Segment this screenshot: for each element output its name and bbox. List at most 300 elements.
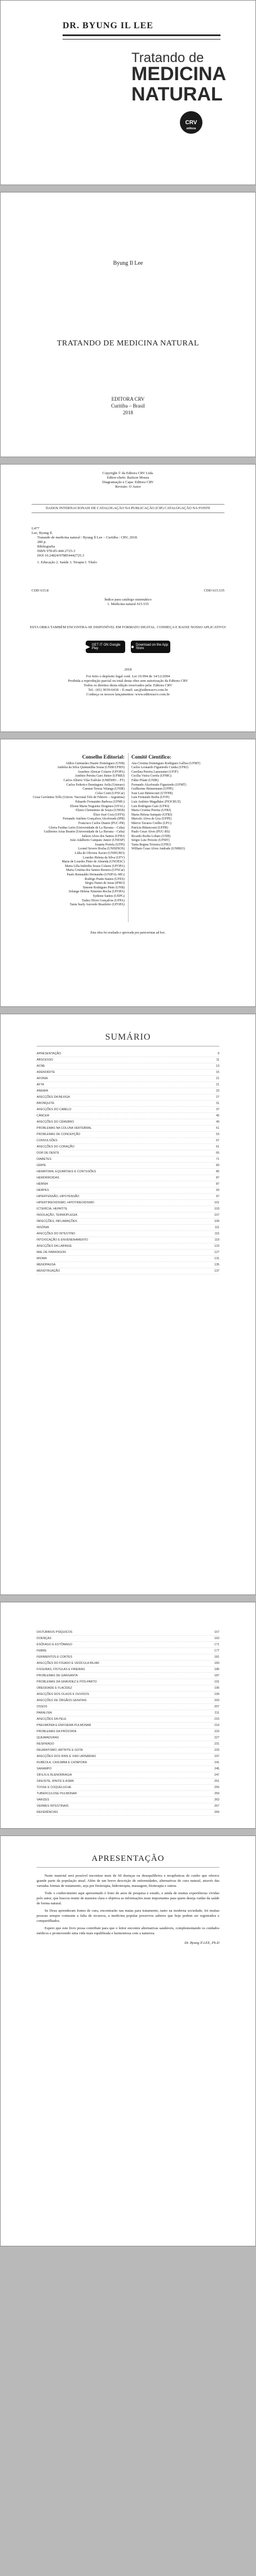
toc-entry[interactable] — [37, 1231, 219, 1237]
toc-entry[interactable] — [37, 1791, 219, 1797]
toc-entry-page: 171 — [214, 1643, 219, 1646]
toc-entry[interactable] — [37, 1206, 219, 1212]
toc-entry[interactable] — [37, 1225, 219, 1231]
toc-entry-title: SÍFILIS E BLENORRAGIA — [37, 1773, 72, 1777]
editorial-member: Sérgio Nunes de Jesus (IFRO) — [85, 882, 125, 886]
toc-entry[interactable] — [37, 1194, 219, 1200]
toc-entry[interactable] — [37, 1747, 219, 1754]
editorial-member: Francisco Carlos Duarte (PUC-PR) — [78, 821, 125, 825]
scientific-member: Paulo Cesar Alves (PUC-RS) — [131, 830, 170, 834]
toc-entry[interactable] — [37, 1673, 219, 1679]
toc-entry-title: DOENÇAS — [37, 1637, 52, 1640]
scientific-member: Maria Cristina Pereira (UFRJ) — [131, 809, 171, 813]
toc-entry-title: AFECÇÕES DO CORAÇÃO — [37, 1145, 74, 1149]
toc-entry-page: 199 — [214, 1693, 219, 1696]
summary-title: SUMÁRIO — [105, 1032, 151, 1042]
cip-line: L477 — [32, 527, 39, 531]
toc-entry[interactable] — [37, 1138, 219, 1144]
toc-entry[interactable] — [37, 1188, 219, 1194]
toc-entry-title: AFECÇÕES DO CÉREBRO — [37, 1120, 74, 1124]
toc-entry-page: 131 — [214, 1257, 219, 1260]
toc-entry-title: PNEUMONIA E ENFISEMA PULMONAR — [37, 1724, 91, 1727]
toc-entry[interactable] — [37, 1181, 219, 1188]
toc-entry-page: 163 — [214, 1637, 219, 1640]
editorial-member: Maria Cristina dos Santos Bezerra (UFSCar) — [66, 869, 125, 873]
toc-entry-title: AFECÇÕES DE ÓRGÃOS GENITAIS — [37, 1699, 87, 1702]
toc-entry[interactable] — [37, 1268, 219, 1274]
toc-entry-title: PROBLEMAS DA GRAVIDEZ E PÓS-PARTO — [37, 1680, 97, 1684]
toc-entry-title: HIPERTENSÃO, HIPOTENSÃO — [37, 1195, 80, 1198]
toc-entry-page: 103 — [214, 1207, 219, 1211]
editorial-member: Gloria Fariñas León (Universidade de La Havana – Cuba) — [48, 826, 125, 830]
scientific-member: Sérgio Luiz Peixoto (UFMT) — [131, 839, 170, 843]
toc-entry[interactable] — [37, 1766, 219, 1772]
toc-entry[interactable] — [37, 1629, 219, 1636]
toc-entry[interactable] — [37, 1704, 219, 1710]
toc-entry-title: AFECÇÕES DOS OLHOS E OUVIDOS — [37, 1693, 90, 1696]
toc-entry[interactable] — [37, 1144, 219, 1150]
toc-entry-title: HIPERTIREOIDISMO, HIPOTIREOIDISMO — [37, 1201, 95, 1204]
legal-line: Todos os direitos desta edição reservados pela: Editora CRV — [83, 684, 173, 687]
copyright-header — [1, 471, 255, 489]
editorial-member: Tadeu Oliver Gonçalves (UFPA) — [82, 899, 125, 903]
editorial-member: Antônio Pereira Gaio Júnior (UFRRJ) — [74, 774, 125, 778]
editorial-member: João Adalberto Campato Junior (UNESP) — [70, 839, 125, 843]
toc-entry[interactable] — [37, 1175, 219, 1181]
presentation-page — [0, 1835, 256, 2246]
toc-entry-page: 185 — [214, 1668, 219, 1671]
scientific-member: Ricardo Borba Lobato (UNB) — [131, 834, 171, 838]
apple-icon: ● — [131, 643, 135, 650]
toc-entry-title: RESFRIADO — [37, 1742, 54, 1746]
toc-entry-page: 135 — [214, 1263, 219, 1267]
toc-entry-page: 177 — [214, 1649, 219, 1653]
toc-entry-title: PROBLEMAS DE CONCEPÇÃO — [37, 1133, 81, 1136]
toc-entry-title: HEMORROIDAS — [37, 1176, 60, 1180]
toc-entry-title: AFECÇÕES DA PELE — [37, 1718, 67, 1721]
toc-entry[interactable] — [37, 1150, 219, 1156]
toc-entry[interactable] — [37, 1250, 219, 1256]
toc-entry-title: HÉRNIA — [37, 1182, 48, 1186]
crv-logo-icon — [180, 111, 202, 134]
toc-entry[interactable] — [37, 1760, 219, 1766]
toc-entry[interactable] — [37, 1778, 219, 1785]
scientific-member: Fernando Alcoforado Figueiredo (UFMT) — [131, 783, 187, 787]
toc-entry[interactable] — [37, 1200, 219, 1206]
toc-entry-title: HERPES — [37, 1189, 49, 1192]
toc-entry-page: 53 — [216, 1133, 219, 1136]
scientific-member: Ana Cristina Domingues Rodrigues Gallisa (UFMT) — [131, 761, 201, 765]
toc-entry-title: GRIPE — [37, 1164, 46, 1167]
toc-entry-title: ADENOIDITE — [37, 1071, 55, 1074]
title-page — [0, 192, 256, 457]
legal-line: Conheça os nossos lançamentos: www.editoracrv.com.br — [86, 693, 170, 696]
toc-entry[interactable] — [37, 1094, 219, 1101]
toc-entry-page: 83 — [216, 1164, 219, 1167]
toc-list — [37, 1051, 219, 1274]
toc-entry-page: 101 — [214, 1201, 219, 1204]
scientific-member: Maria Helena Sampaio (UFRJ) — [131, 813, 173, 817]
toc-entry-page: 223 — [214, 1730, 219, 1733]
cip-line: DOI 10.24824/978854442725.3 — [37, 554, 85, 558]
editorial-council-title: Conselho Editorial: — [82, 754, 125, 760]
toc-entry[interactable] — [37, 1256, 219, 1262]
toc-entry[interactable] — [37, 1262, 219, 1268]
toc-entry-title: QUEIMADURAS — [37, 1736, 59, 1740]
toc-entry-title: INFECÇÕES, INFLAMAÇÕES — [37, 1220, 77, 1223]
toc-entry[interactable] — [37, 1125, 219, 1132]
scientific-member: Luis Fernando Borba (UFJF) — [131, 796, 170, 800]
toc-entry-title: OSSOS — [37, 1705, 47, 1708]
toc-entry[interactable] — [37, 1119, 219, 1125]
cip-line: 280 p. — [37, 540, 47, 544]
legal-line: Foi feito o depósito legal conf. Lei 10.994 de 14/12/2004 — [86, 674, 170, 678]
scientific-member: Carolina Pereira Lamounier (UFJF) — [131, 770, 178, 774]
council-page — [0, 739, 256, 1007]
editorial-member: Lídia de Oliveira Xavier (UNIEURO) — [74, 852, 125, 856]
toc-entry-title: DISTÚRBIOS PSÍQUICOS — [37, 1631, 73, 1634]
toc-entry-title: ESÔFAGO E ESTÔMAGO — [37, 1643, 72, 1646]
toc-entry-title: AFECÇÕES DO INTESTINO — [37, 1232, 76, 1236]
toc-entry-page: 219 — [214, 1724, 219, 1727]
presentation-rule — [37, 1867, 219, 1868]
editorial-member: Josania Portela (UFPI) — [95, 843, 125, 847]
toc-entry-page: 181 — [214, 1655, 219, 1659]
title-page-author: Byung Il Lee — [113, 260, 143, 266]
editorial-member: Sydione Santos (UEPG) — [92, 895, 125, 898]
toc-entry[interactable] — [37, 1741, 219, 1747]
toc-entry-page: 183 — [214, 1662, 219, 1665]
toc-entry-page: 267 — [214, 1804, 219, 1808]
toc-list-2 — [37, 1629, 219, 1816]
legal-block — [34, 674, 222, 697]
google-play-label: GET IT ON Google Play — [91, 643, 121, 650]
toc-entry-title: PARALISIA — [37, 1711, 52, 1715]
toc-entry-page: 119 — [214, 1238, 219, 1242]
toc-entry-page: 45 — [216, 1114, 219, 1118]
toc-entry-page: 195 — [214, 1686, 219, 1690]
presentation-title: APRESENTAÇÃO — [91, 1854, 165, 1863]
editorial-member: Maria de Lourdes Pinto de Almeida (UNOESC) — [61, 860, 125, 864]
toc-entry-page: 137 — [214, 1269, 219, 1273]
summary-page-2 — [0, 1602, 256, 1829]
council-footnote: Esta obra foi avaliada e aprovada por pareceristas ad hoc. — [90, 931, 166, 935]
toc-entry[interactable] — [37, 1772, 219, 1778]
title-page-city: Curitiba – Brasil — [111, 403, 145, 409]
editorial-member: Rodrigo Pratte-Santos (UFES) — [85, 877, 125, 881]
toc-entry[interactable] — [37, 1723, 219, 1729]
toc-entry[interactable] — [37, 1716, 219, 1723]
scientific-member: Cecília Vieira Corrêa (UFMG) — [131, 774, 172, 778]
toc-entry-page: 37 — [216, 1108, 219, 1111]
toc-entry-title: AFECÇÕES DA BEXIGA — [37, 1096, 70, 1099]
toc-entry-page: 21 — [216, 1083, 219, 1087]
toc-entry[interactable] — [37, 1803, 219, 1810]
copyright-year: 2018 — [124, 668, 132, 672]
toc-entry[interactable] — [37, 1810, 219, 1816]
scientific-member: Fábio Pilatti (UNIR) — [131, 778, 158, 782]
toc-entry[interactable] — [37, 1156, 219, 1163]
toc-entry[interactable] — [37, 1163, 219, 1169]
toc-entry-title: BRONQUITE — [37, 1102, 55, 1105]
toc-entry-title: ANEMIA — [37, 1089, 48, 1093]
toc-entry[interactable] — [37, 1648, 219, 1654]
toc-entry-page: 207 — [214, 1705, 219, 1708]
editorial-member: Tania Suely Azevedo Brasileiro (UFOPA) — [69, 903, 125, 907]
cover-title-line1: Tratando de — [131, 50, 204, 65]
scientific-committee-title: Comitê Científico: — [131, 754, 171, 760]
toc-entry-page: 97 — [216, 1195, 219, 1198]
toc-entry-page: 109 — [214, 1220, 219, 1223]
editorial-member: Maria Lília Imbiriba Sousa Colares (UFOPA) — [65, 864, 125, 868]
toc-entry-title: AFTA — [37, 1083, 45, 1087]
toc-entry-page: 111 — [214, 1226, 219, 1229]
cover-rule-thin — [63, 39, 220, 40]
toc-entry-page: 23 — [216, 1089, 219, 1093]
toc-entry[interactable] — [37, 1113, 219, 1119]
title-page-publisher-block — [1, 396, 255, 416]
toc-entry-page: 215 — [214, 1718, 219, 1721]
editorial-member: Eduardo Fernandes Barbosa (UFMG) — [75, 800, 125, 804]
toc-entry[interactable] — [37, 1679, 219, 1685]
toc-entry[interactable] — [37, 1107, 219, 1113]
toc-entry-title: DIABETES — [37, 1158, 52, 1161]
toc-entry-title: AFECÇÕES DO FÍGADO E VESÍCULA BILIAR — [37, 1662, 99, 1665]
toc-entry[interactable] — [37, 1667, 219, 1673]
toc-entry[interactable] — [37, 1797, 219, 1803]
toc-entry-title: CÂNCER — [37, 1114, 50, 1118]
app-store-label: Download on the App Store — [136, 643, 169, 650]
toc-entry-page: 157 — [214, 1631, 219, 1634]
toc-entry[interactable] — [37, 1076, 219, 1082]
cip-line: Tratando de medicina natural / Byung Il Lee – Curitiba : CRV, 2018. — [37, 536, 138, 540]
editorial-member: Simone Rodrigues Pinto (UNB) — [82, 886, 125, 890]
presentation-paragraph: Todo o conhecimento aqui apresentado é fruto de anos de pesquisa e estudo, e ainda de muitas experiências vividas pelo autor, que buscou reunir de maneira clara e objetiva as informações mais importantes para quem deseja cuidar da saúde de forma natural. — [37, 1891, 219, 1905]
toc-entry-title: AFECÇÕES DOS RINS E VIAS URINÁRIAS — [37, 1755, 96, 1758]
toc-entry-title: VERMES INTESTINAIS — [37, 1804, 69, 1808]
toc-entry-title: ICTERÍCIA, HEPATITE — [37, 1207, 68, 1211]
toc-entry-title: AFECÇÕES DA LARINGE — [37, 1245, 72, 1248]
toc-entry[interactable] — [37, 1057, 219, 1063]
copyright-line: Revisão: O Autor — [115, 485, 141, 489]
toc-entry-page: 247 — [214, 1773, 219, 1777]
scientific-member: Márcio Tavares Coelho (UFG) — [131, 821, 172, 825]
copyright-page — [0, 464, 256, 732]
toc-entry[interactable] — [37, 1237, 219, 1243]
toc-entry-page: 231 — [214, 1742, 219, 1746]
toc-entry[interactable] — [37, 1636, 219, 1642]
toc-entry-page: 31 — [216, 1102, 219, 1105]
toc-entry-title: ACNE — [37, 1064, 45, 1068]
toc-entry[interactable] — [37, 1735, 219, 1741]
toc-entry-page: 93 — [216, 1189, 219, 1192]
editorial-member: Aldira Guimarães Duarte Domínguez (UNB) — [65, 761, 125, 765]
toc-entry-title: OBESIDADE E FLACIDEZ — [37, 1686, 72, 1690]
toc-entry[interactable] — [37, 1654, 219, 1661]
toc-entry-title: PROBLEMAS DE GARGANTA — [37, 1674, 78, 1677]
toc-entry-page: 123 — [214, 1245, 219, 1248]
toc-entry-title: MENOPAUSA — [37, 1263, 56, 1267]
toc-entry-page: 191 — [214, 1680, 219, 1684]
summary-page — [0, 1014, 256, 1595]
google-play-badge[interactable] — [86, 641, 125, 653]
toc-entry-page: 237 — [214, 1755, 219, 1758]
editorial-member: Elizeu Clementino de Souza (UNEB) — [76, 809, 125, 813]
toc-entry-title: PROBLEMAS NA COLUNA VERTEBRAL — [37, 1127, 92, 1130]
cip-title: DADOS INTERNACIONAIS DE CATALOGAÇÃO NA PUBLICAÇÃO (CIP) CATALOGAÇÃO NA FONTE — [32, 504, 224, 513]
toc-entry[interactable] — [37, 1729, 219, 1735]
scientific-committee — [131, 755, 244, 852]
toc-entry-page: 71 — [216, 1158, 219, 1161]
toc-entry[interactable] — [37, 1219, 219, 1225]
editorial-member: Celso Conti (UFSCar) — [95, 791, 125, 795]
toc-entry-page: 11 — [216, 1058, 219, 1062]
toc-entry-title: INSÔNIA — [37, 1226, 49, 1229]
cover-title-main — [131, 64, 226, 104]
toc-entry-title: APRESENTAÇÃO — [37, 1052, 61, 1055]
toc-entry-title: CONVULSÕES — [37, 1139, 58, 1142]
toc-entry[interactable] — [37, 1685, 219, 1692]
toc-entry[interactable] — [37, 1132, 219, 1138]
scientific-member: Guilherme Heinermann (UFPE) — [131, 787, 174, 791]
cover-page — [0, 0, 256, 185]
scientific-member: Marcelo Alves de Lira (UFPE) — [131, 817, 172, 821]
toc-entry-title: REFERÊNCIAS — [37, 1811, 58, 1814]
cover-rule-top — [63, 34, 220, 36]
toc-entry-page: 65 — [216, 1151, 219, 1155]
toc-entry-page: 259 — [214, 1792, 219, 1795]
toc-entry[interactable] — [37, 1101, 219, 1107]
editorial-member: Jailson Alves dos Santos (UFRJ) — [81, 834, 125, 838]
toc-entry-page: 61 — [216, 1145, 219, 1149]
toc-entry-page: 269 — [214, 1811, 219, 1814]
legal-line: Proibida a reprodução parcial ou total desta obra sem autorização da Editora CRV — [68, 679, 188, 683]
toc-entry-page: 251 — [214, 1780, 219, 1783]
editorial-member: Andréia da Silva Quintanilha Sousa (UNIR/UFRN) — [57, 766, 125, 770]
editorial-member: Anselmo Alencar Colares (UFOPA) — [77, 770, 125, 774]
cip-line: Lee, Byung Il. — [32, 531, 53, 535]
toc-entry-title: FEBRE — [37, 1649, 47, 1653]
toc-entry-page: 15 — [216, 1071, 219, 1074]
app-store-badge[interactable] — [131, 641, 170, 653]
toc-entry-title: SINUSITE, RINITE E ASMA — [37, 1780, 74, 1783]
toc-entry[interactable] — [37, 1088, 219, 1094]
toc-entry-page: 9 — [218, 1052, 219, 1055]
title-page-publisher: EDITORA CRV — [111, 396, 145, 402]
editorial-member: Leonel Severo Rocha (UNISINOS) — [78, 847, 125, 851]
crv-logo-subtext: editora — [186, 127, 196, 130]
presentation-paragraph: Espero que este livro possa contribuir para que o leitor encontre alternativas saudáveis, complementando os cuidados médicos e promovendo uma vida mais equilibrada e harmoniosa com a natureza. — [37, 1926, 219, 1935]
council-divider — [128, 753, 129, 922]
toc-entry[interactable] — [37, 1212, 219, 1219]
toc-entry[interactable] — [37, 1661, 219, 1667]
toc-entry-page: 233 — [214, 1749, 219, 1752]
editorial-member: Paulo Romualdo Hernandes (UNIFAL-MG) — [67, 873, 125, 877]
toc-entry-page: 115 — [214, 1232, 219, 1236]
cip-line: ISBN 978-85-444-2725-3 — [37, 549, 76, 553]
toc-entry-title: ABSCESSO — [37, 1058, 54, 1062]
toc-entry[interactable] — [37, 1785, 219, 1791]
toc-entry-title: HEMATOMA, EQUIMOSES E CONTUSÕES — [37, 1170, 96, 1173]
scientific-member: Luis Rodrigues Gaio (UFRJ) — [131, 804, 170, 808]
toc-entry[interactable] — [37, 1642, 219, 1648]
scientific-member: Tania Regina Teixeira (UFRJ) — [131, 843, 171, 847]
toc-entry[interactable] — [37, 1070, 219, 1076]
toc-entry[interactable] — [37, 1051, 219, 1057]
toc-entry[interactable] — [37, 1698, 219, 1704]
scientific-member: Luiz Antônio Magalhães (FIOCRUZ) — [131, 800, 181, 804]
toc-entry-title: REUMATISMO, ARTRITE E GOTA — [37, 1749, 83, 1752]
toc-entry-page: 187 — [214, 1674, 219, 1677]
toc-entry-title: PROBLEMAS DA PRÓSTATA — [37, 1730, 77, 1733]
toc-entry-title: AFECÇÕES DO CABELO — [37, 1108, 72, 1111]
toc-entry-page: 107 — [214, 1213, 219, 1217]
play-store-icon: ▶ — [86, 643, 90, 650]
toc-entry-title: DOR DE DENTE — [37, 1151, 60, 1155]
toc-entry-page: 51 — [216, 1127, 219, 1130]
scientific-member: Ivan Luiz Bittencourt (UTFPR) — [131, 791, 173, 795]
editorial-members-list — [17, 762, 125, 908]
toc-entry[interactable] — [37, 1063, 219, 1070]
cover-author: DR. BYUNG IL LEE — [63, 21, 153, 30]
toc-entry-page: 255 — [214, 1786, 219, 1789]
toc-entry-title: FISSURAS, FÍSTULAS E FRIEIRAS — [37, 1668, 85, 1671]
toc-entry[interactable] — [37, 1710, 219, 1716]
toc-entry[interactable] — [37, 1082, 219, 1088]
cover-title-line2: MEDICINA — [131, 63, 227, 85]
toc-entry-page: 21 — [216, 1077, 219, 1080]
copyright-line: Diagramação e Capa: Editora CRV — [102, 480, 154, 484]
toc-entry-page: 211 — [214, 1711, 219, 1715]
toc-entry-page: 57 — [216, 1139, 219, 1142]
toc-entry-page: 263 — [214, 1798, 219, 1802]
cip-block — [32, 527, 224, 565]
toc-entry[interactable] — [37, 1169, 219, 1175]
toc-entry[interactable] — [37, 1754, 219, 1760]
toc-entry-title: VARIZES — [37, 1798, 50, 1802]
toc-entry-page: 127 — [214, 1251, 219, 1254]
toc-entry-title: AFONIA — [37, 1077, 48, 1080]
toc-entry-page: 85 — [216, 1170, 219, 1173]
editorial-member: Cesar Gerónimo Tello (Univer. Nacional Três de Febrero – Argentina) — [33, 796, 125, 800]
copyright-line: Editor-chefe: Railson Moura — [107, 476, 149, 480]
editorial-member: Élsio José Corá (UFFS) — [93, 813, 125, 817]
presentation-signature: Dr. Byung Il LEE, Ph.D — [184, 1941, 219, 1945]
toc-entry-title: SARAMPO — [37, 1767, 52, 1771]
digital-download-text: ESTA OBRA TAMBÉM ENCONTRA-SE DISPONÍVEL EM FORMATO DIGITAL. CONHEÇA E BAIXE NOSSO APLICATIVO! — [29, 625, 227, 629]
toc-entry-title: TUBERCULOSE PULMONAR — [37, 1792, 77, 1795]
cdd-left: CDD 615.8 — [32, 589, 48, 593]
toc-entry-page: 227 — [214, 1736, 219, 1740]
toc-entry-page: 27 — [216, 1096, 219, 1099]
toc-entry[interactable] — [37, 1243, 219, 1250]
toc-entry-title: FERIMENTOS E CORTES — [37, 1655, 73, 1659]
cip-line: 1. Educação 2. Saúde 3. Terapia I. Título — [37, 560, 97, 564]
toc-entry-title: INSOLAÇÃO, TERMOPLEGIA — [37, 1213, 78, 1217]
toc-entry-title: TOSSE E COQUELUCHE — [37, 1786, 72, 1789]
toc-entry-page: 203 — [214, 1699, 219, 1702]
toc-entry-title: INTOXICAÇÃO E ENVENENAMENTO — [37, 1238, 89, 1242]
editorial-member: Lourdes Helena da Silva (UFV) — [82, 856, 125, 860]
toc-entry[interactable] — [37, 1692, 219, 1698]
toc-entry-page: 241 — [214, 1761, 219, 1764]
copyright-line: Copyright © da Editora CRV Ltda. — [102, 471, 154, 475]
scientific-member: Carlos Leonardo Figueiredo Cunha (UFRJ) — [131, 766, 188, 770]
title-page-title: TRATANDO DE MEDICINA NATURAL — [56, 339, 200, 348]
cdd-right: CDD 615.535 — [204, 589, 224, 593]
scientific-member: William Cesar Alves Andrade (UNIRIO) — [131, 847, 185, 851]
editorial-member: Solange Helena Ximenes-Rocha (UFOPA) — [68, 890, 125, 894]
